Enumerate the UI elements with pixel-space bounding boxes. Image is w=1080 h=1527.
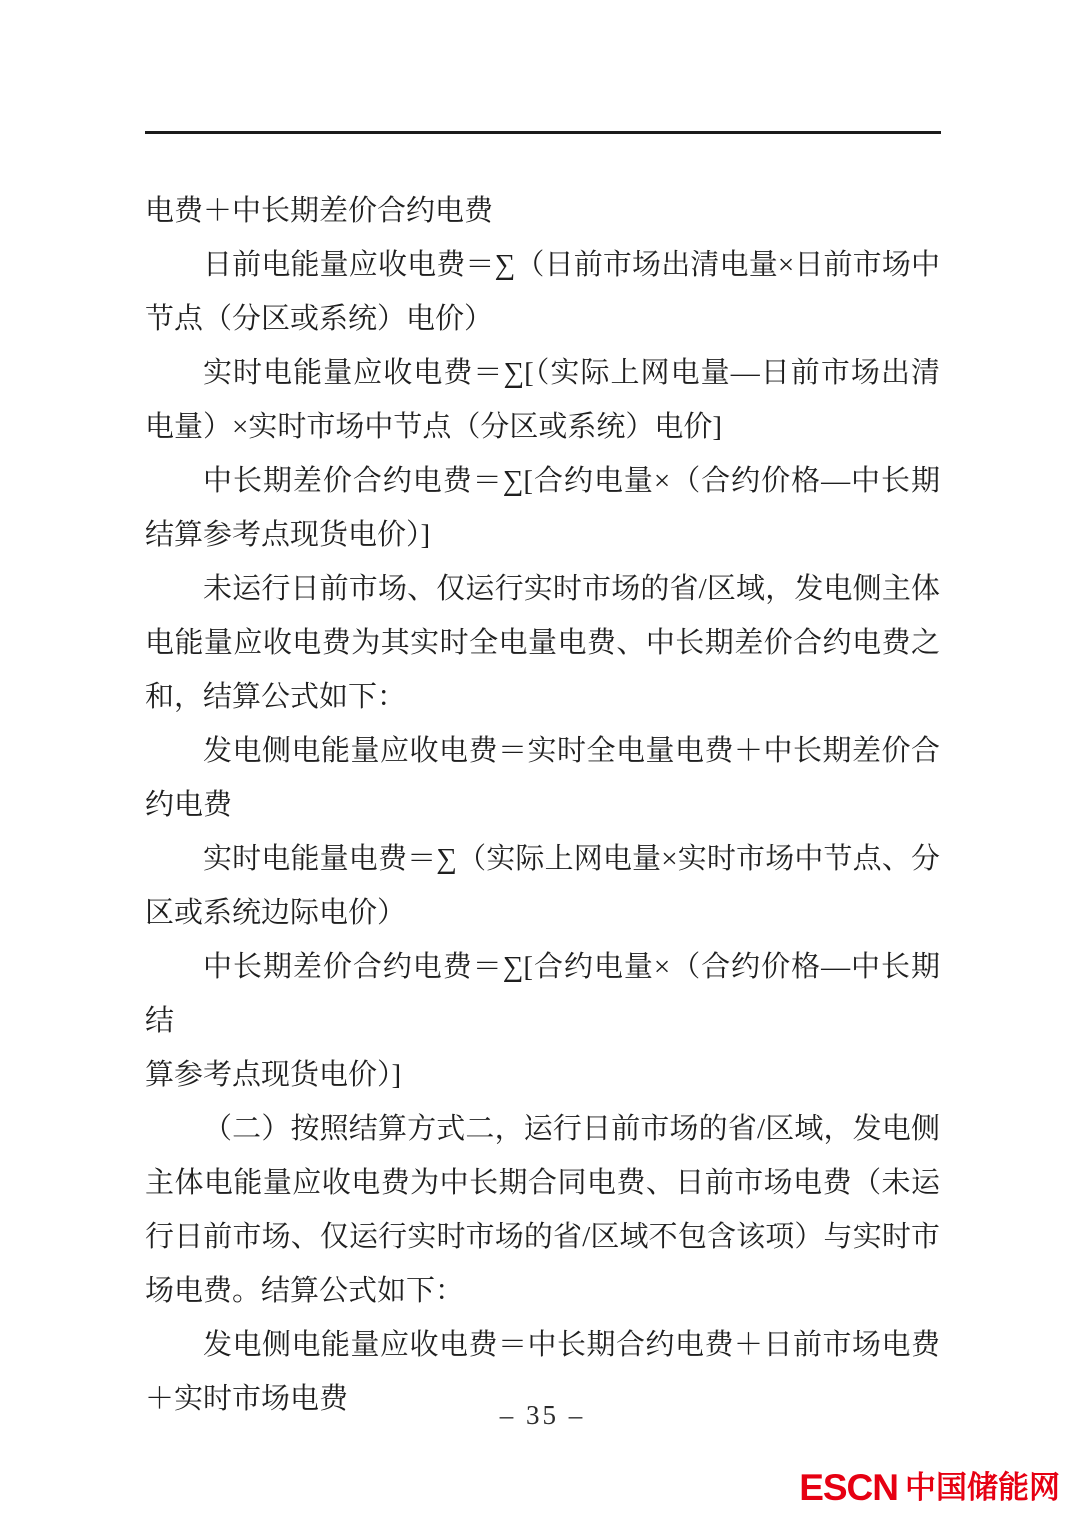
text-line: 实时电能量应收电费＝∑[（实际上网电量—日前市场出清 <box>203 357 940 389</box>
escn-logo-latin-text: ESCN <box>799 1467 898 1508</box>
text-line: （二）按照结算方式二，运行日前市场的省/区域，发电侧 <box>203 1113 940 1145</box>
text-line: 结算参考点现货电价）] <box>145 519 431 551</box>
text-line: 主体电能量应收电费为中长期合同电费、日前市场电费（未运 <box>145 1167 940 1199</box>
header-rule <box>145 131 941 134</box>
text-line: 日前电能量应收电费＝∑（日前市场出清电量×日前市场中 <box>203 249 940 281</box>
page-number: – 35 – <box>499 1400 586 1430</box>
text-line: 区或系统边际电价） <box>145 897 407 929</box>
text-line: 和，结算公式如下： <box>145 681 407 713</box>
text-line: 中长期差价合约电费＝∑[合约电量×（合约价格—中长期 <box>203 465 940 497</box>
text-line: ＋实时市场电费 <box>145 1383 349 1415</box>
text-line: 实时电能量电费＝∑（实际上网电量×实时市场中节点、分 <box>203 843 940 875</box>
text-line: 场电费。结算公式如下： <box>145 1275 465 1307</box>
text-line: 电量）×实时市场中节点（分区或系统）电价] <box>145 411 723 443</box>
text-line: 电能量应收电费为其实时全电量电费、中长期差价合约电费之 <box>145 627 940 659</box>
text-line: 算参考点现货电价）] <box>145 1059 402 1091</box>
text-line: 发电侧电能量应收电费＝实时全电量电费＋中长期差价合 <box>203 735 940 767</box>
body-text <box>145 184 940 1426</box>
text-line: 约电费 <box>145 789 233 821</box>
text-line: 行日前市场、仅运行实时市场的省/区域不包含该项）与实时市 <box>145 1221 940 1253</box>
text-line: 节点（分区或系统）电价） <box>145 303 494 335</box>
escn-logo-cjk-text: 中国储能网 <box>905 1470 1060 1505</box>
text-line: 电费＋中长期差价合约电费 <box>145 195 494 227</box>
text-line: 发电侧电能量应收电费＝中长期合约电费＋日前市场电费 <box>203 1329 940 1361</box>
escn-watermark-logo <box>799 1469 1060 1506</box>
text-line: 中长期差价合约电费＝∑[合约电量×（合约价格—中长期结 <box>145 951 940 1037</box>
text-line: 未运行日前市场、仅运行实时市场的省/区域，发电侧主体 <box>203 573 940 605</box>
